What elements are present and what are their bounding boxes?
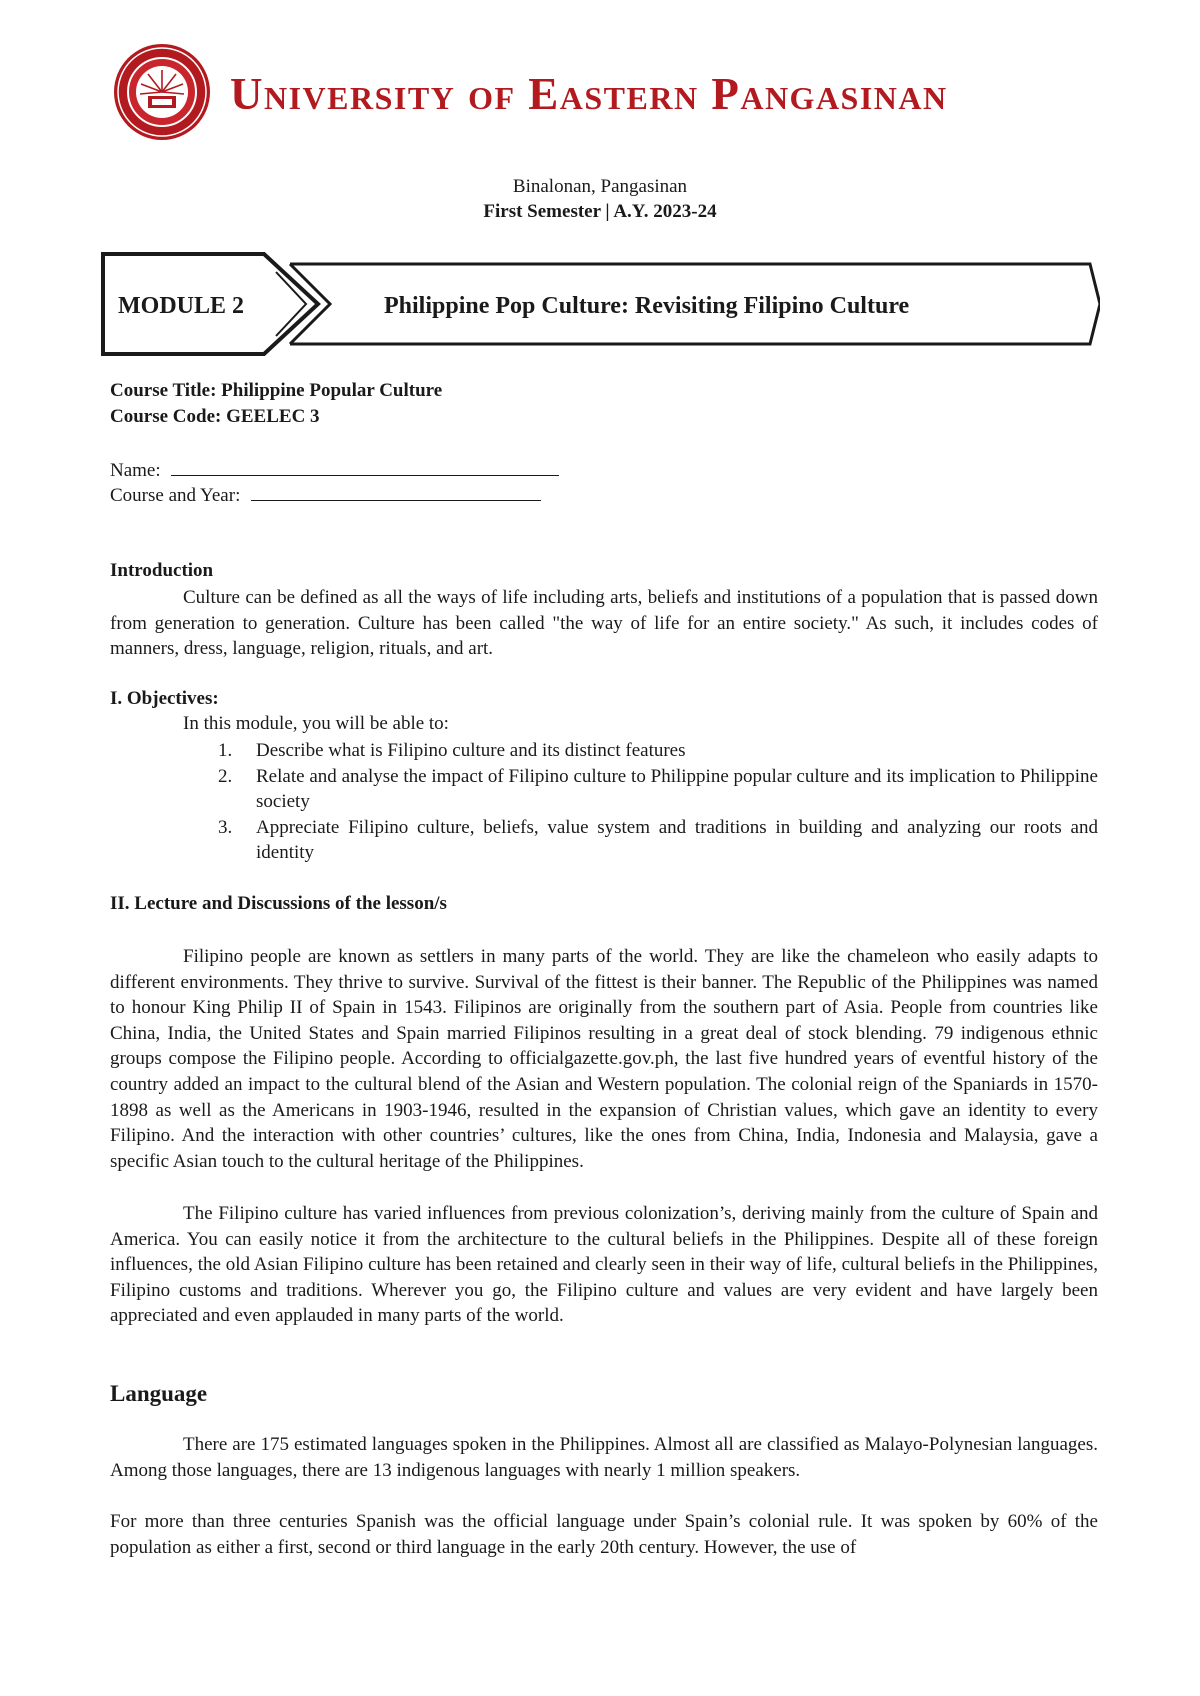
lecture-paragraph: The Filipino culture has varied influences from previous colonization’s, deriving mainly from the culture of Spain and America. You can easily notice it from the architecture to the cultural beliefs in the Philippines. Despite all of these foreign influences, the old Asian Filipino culture has been retained and clearly seen in their way of life, cultural beliefs in the Philippines, Filipino customs and traditions. Wherever you go, the Filipino culture and values are very evident and have largely been appreciated and even applauded in many parts of the world. [110, 1203, 1098, 1327]
university-banner [112, 42, 1102, 138]
course-title: Course Title: Philippine Popular Culture [110, 380, 443, 401]
list-item-text: Appreciate Filipino culture, beliefs, value system and traditions in building and analyzing our roots and identity [256, 816, 1098, 864]
module-title: Philippine Pop Culture: Revisiting Filipino Culture [384, 293, 910, 319]
language-heading: Language [110, 1381, 208, 1406]
name-label: Name: [110, 460, 161, 481]
list-item [218, 815, 1098, 866]
location-text: Binalonan, Pangasinan [512, 176, 688, 197]
list-item-number: 2. [218, 765, 233, 787]
course-year-field-row [110, 482, 541, 507]
introduction-heading: Introduction [110, 560, 214, 581]
semester-text: First Semester | A.Y. 2023-24 [483, 201, 717, 222]
list-item-text: Describe what is Filipino culture and its distinct features [256, 740, 686, 761]
language-paragraph: For more than three centuries Spanish was the official language under Spain’s colonial rule. It was spoken by 60% of the population as either a first, second or third language in the early 20th century. However, the use of [110, 1511, 1098, 1558]
list-item-number: 3. [218, 816, 233, 838]
list-item-number: 1. [218, 740, 233, 761]
objectives-list [218, 738, 1098, 866]
name-field-row [110, 457, 559, 482]
lecture-paragraph: Filipino people are known as settlers in many parts of the world. They are like the chameleon who easily adapts to different environments. They thrive to survive. Survival of the fittest is their banner. The Republic of the Philippines was named to honour King Philip II of Spain in 1543. Filipinos are originally from the southern part of Asia. People from countries like China, India, the United States and Spain married Filipinos resulting in a great deal of stock blending. 79 indigenous ethnic groups compose the Filipino people. According to officialgazette.gov.ph, the last five hundred years of eventful history of the country added an impact to the cultural blend of the Asian and Western population. The colonial reign of the Spaniards in 1570-1898 as well as the Americans in 1903-1946, resulted in the expansion of Christian values, which gave an identity to every Filipino. And the interaction with other countries’ cultures, like the ones from China, India, Indonesia and Malaysia, gave a specific Asian touch to the cultural heritage of the Philippines. [110, 946, 1098, 1172]
course-code: Course Code: GEELEC 3 [110, 406, 320, 427]
list-item [218, 764, 1098, 815]
name-field[interactable] [171, 457, 559, 476]
objectives-intro: In this module, you will be able to: [183, 713, 449, 734]
course-year-field[interactable] [251, 482, 541, 501]
introduction-paragraph: Culture can be defined as all the ways of life including arts, beliefs and institutions of a population that is passed down from generation to generation. Culture has been called "the way of life for an entire society." As such, it includes codes of manners, dress, language, religion, rituals, and art. [110, 587, 1098, 660]
list-item-text: Relate and analyse the impact of Filipino culture to Philippine popular culture and its implication to Philippine society [256, 765, 1098, 813]
university-seal-icon [112, 42, 212, 142]
module-label: MODULE 2 [118, 293, 244, 319]
course-year-label: Course and Year: [110, 485, 241, 506]
list-item [218, 738, 1098, 764]
language-paragraph: There are 175 estimated languages spoken in the Philippines. Almost all are classified as Malayo-Polynesian languages. Among those languages, there are 13 indigenous languages with nearly 1 million speakers. [110, 1434, 1098, 1481]
lecture-heading: II. Lecture and Discussions of the lesson/s [110, 893, 447, 914]
objectives-heading: I. Objectives: [110, 688, 219, 709]
university-name: University of Eastern Pangasinan [230, 69, 948, 119]
